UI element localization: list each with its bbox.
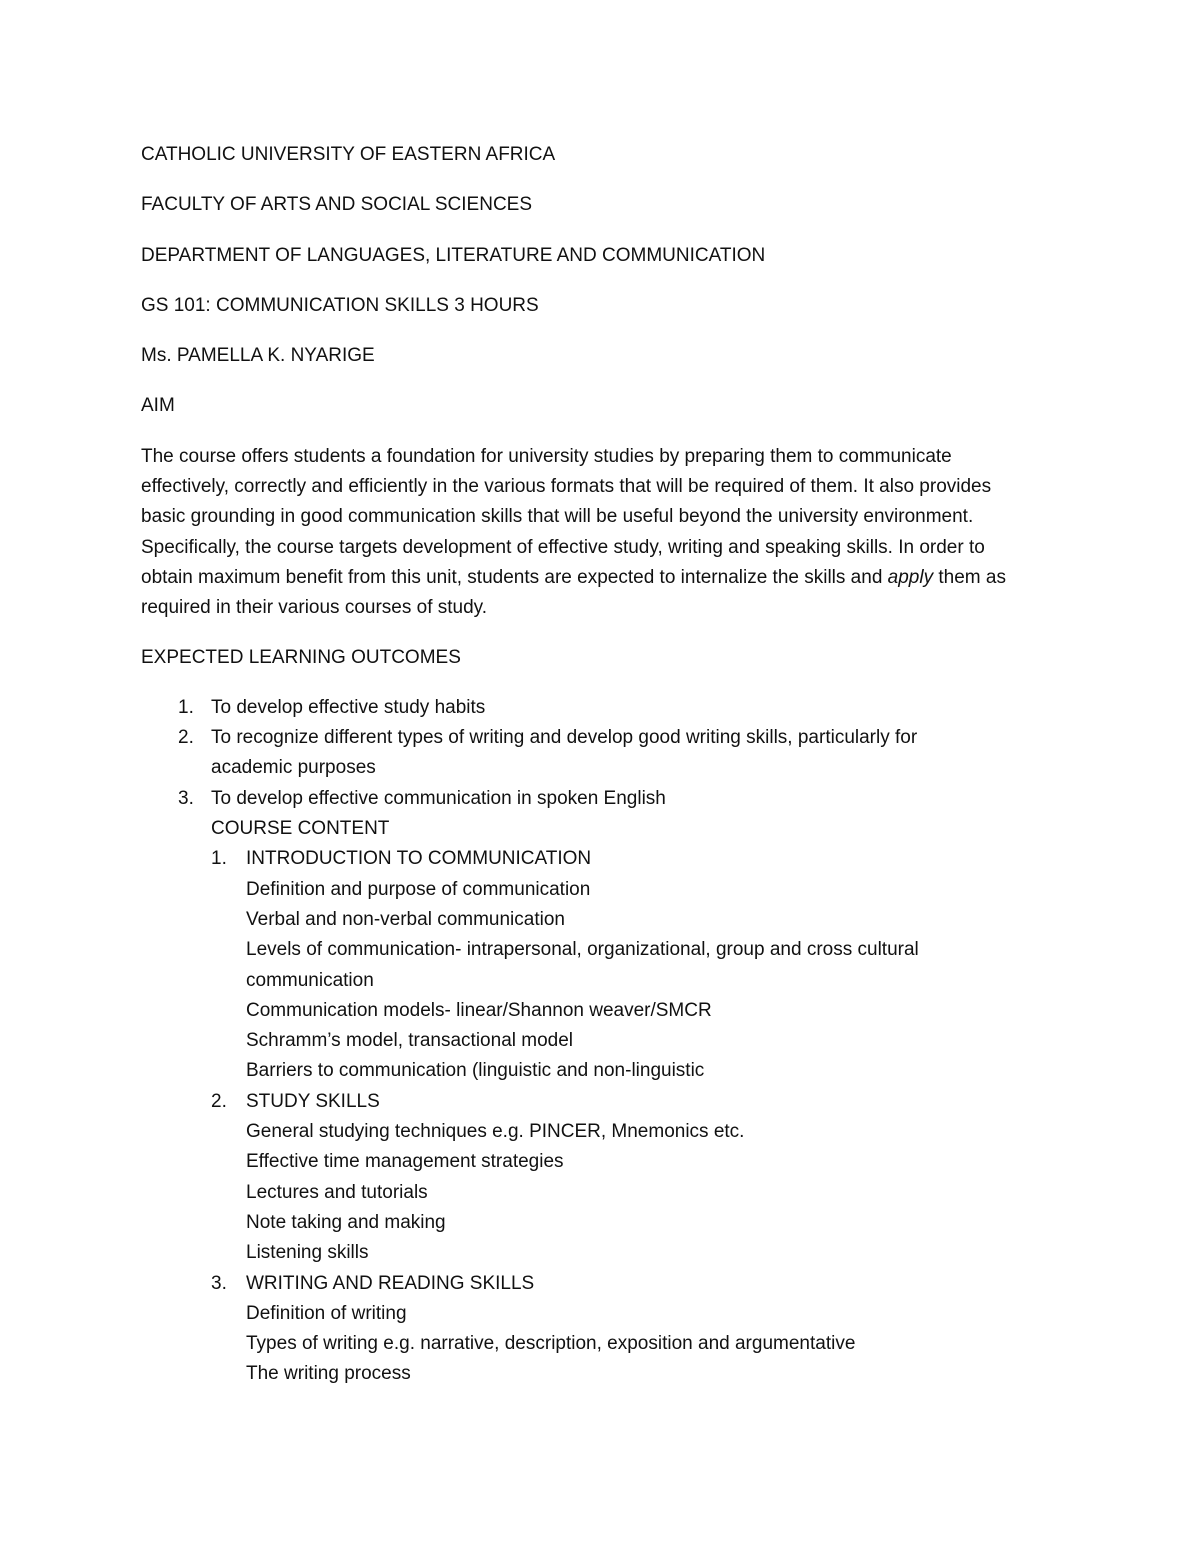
topic-line: Barriers to communication (linguistic and non-linguistic [246,1060,705,1082]
topic-line: Schramm’s model, transactional model [246,1030,574,1052]
topic-line: Verbal and non-verbal communication [246,908,565,930]
department-name: DEPARTMENT OF LANGUAGES, LITERATURE AND COMMUNICATION [141,244,766,266]
topic-item [211,844,1041,1086]
topic-line: Effective time management strategies [246,1151,564,1173]
course-title: GS 101: COMMUNICATION SKILLS 3 HOURS [141,294,539,316]
document-body [141,140,1041,1390]
topic-line: Levels of communication- intrapersonal, organizational, group and cross cultural communication [246,939,919,991]
aim-paragraph [141,442,1031,624]
aim-text-emphasis: apply [887,566,934,588]
topic-title: STUDY SKILLS [246,1090,380,1112]
outcome-number: 3. [178,787,194,809]
topic-line: The writing process [246,1363,411,1385]
outcome-text: To develop effective communication in spoken English [211,787,666,809]
topic-number: 2. [211,1090,227,1112]
aim-text-part-1: The course offers students a foundation for university studies by preparing them to communicate effectively, correctly and efficiently in the various formats that will be required of them. It also provides basic grounding in good communication skills that will be useful beyond the university environment. Specifically, the course targets development of effective study, writing and speaking skills. In order to obtain maximum benefit from this unit, students are expected to internalize the skills and [141,445,992,588]
faculty-name: FACULTY OF ARTS AND SOCIAL SCIENCES [141,194,533,216]
topic-line: Definition and purpose of communication [246,878,591,900]
university-name: CATHOLIC UNIVERSITY OF EASTERN AFRICA [141,144,556,165]
topic-line: Listening skills [246,1242,369,1264]
topic-title: WRITING AND READING SKILLS [246,1272,535,1294]
topic-line: Communication models- linear/Shannon weaver/SMCR [246,999,712,1021]
outcome-number: 1. [178,696,194,718]
course-content-heading: COURSE CONTENT [211,818,390,840]
aim-text-part-2: them as required in their various courses of study. [141,566,1006,619]
outcome-item [141,693,1041,723]
topic-line: Definition of writing [246,1302,407,1324]
course-content-section [211,814,1041,1390]
outcome-number: 2. [178,727,194,749]
topic-title: INTRODUCTION TO COMMUNICATION [246,848,592,870]
outcome-text: To develop effective study habits [211,696,486,718]
topic-line: Types of writing e.g. narrative, description, exposition and argumentative [246,1333,856,1355]
outcomes-list [141,693,1041,814]
topic-line: Lectures and tutorials [246,1181,428,1203]
outcome-text: To recognize different types of writing and develop good writing skills, particularly for academic purposes [211,727,918,779]
topic-item [211,1087,1041,1269]
topic-number: 1. [211,848,227,870]
outcomes-heading: EXPECTED LEARNING OUTCOMES [141,646,461,668]
topic-item [211,1269,1041,1390]
outcome-item [141,784,1041,814]
topic-line: Note taking and making [246,1211,446,1233]
topic-line: General studying techniques e.g. PINCER, Mnemonics etc. [246,1121,745,1143]
outcome-item [141,723,1041,784]
aim-heading: AIM [141,395,175,417]
lecturer-name: Ms. PAMELLA K. NYARIGE [141,345,375,367]
topic-number: 3. [211,1272,227,1294]
